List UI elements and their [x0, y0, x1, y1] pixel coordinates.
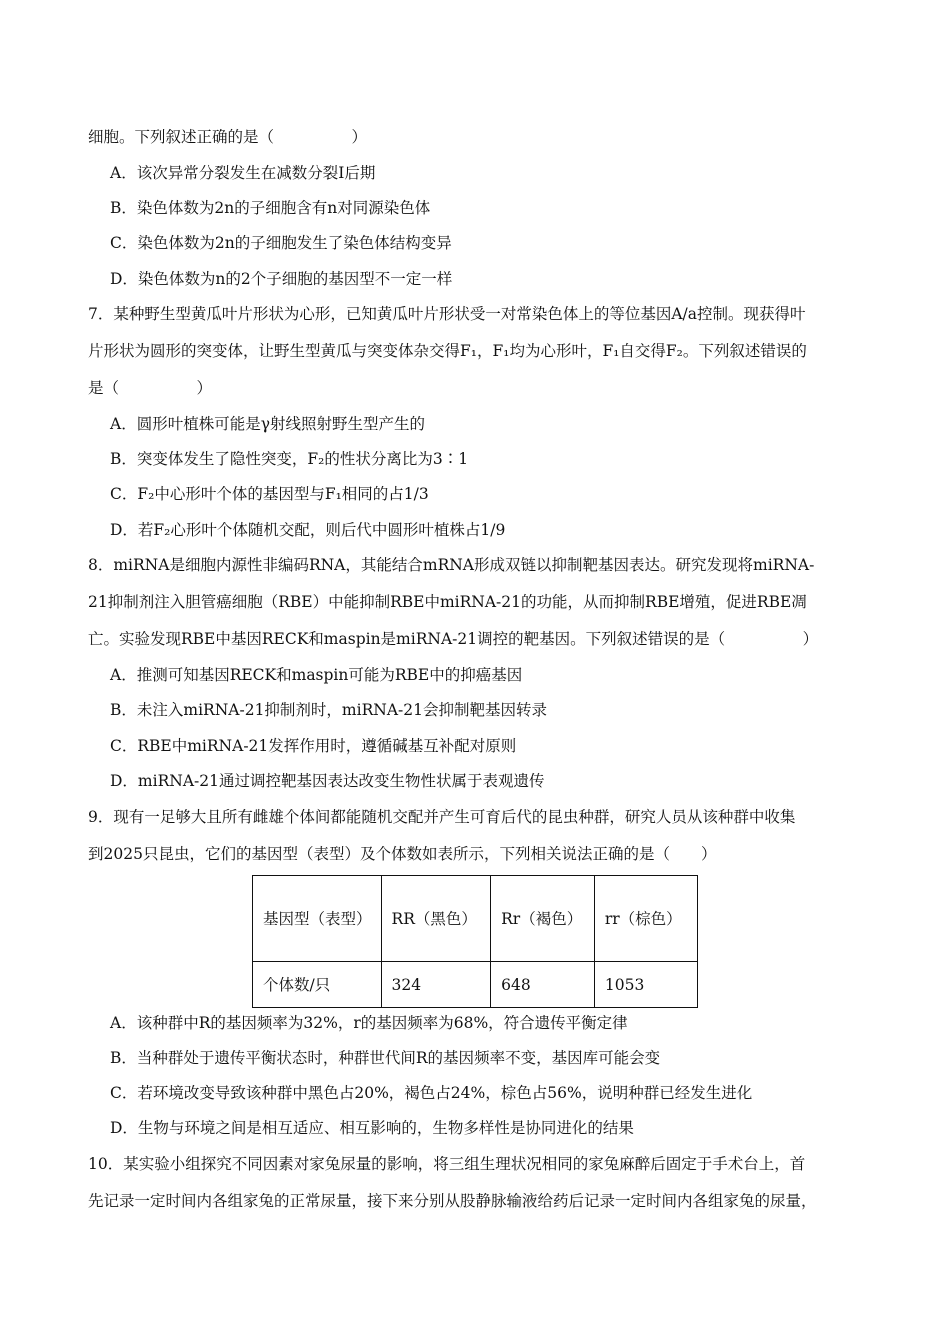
- q9-option-c: C．若环境改变导致该种群中黑色占20%，褐色占24%，棕色占56%，说明种群已经发生进化: [110, 1084, 753, 1102]
- q6-option-a: A．该次异常分裂发生在减数分裂Ⅰ后期: [110, 164, 376, 182]
- q6-stem-tail: 细胞。下列叙述正确的是（ ）: [88, 128, 368, 146]
- table-row: [253, 962, 698, 1008]
- q6-option-d: D．染色体数为n的2个子细胞的基因型不一定一样: [110, 270, 453, 288]
- q8-option-d: D．miRNA-21通过调控靶基因表达改变生物性状属于表观遗传: [110, 772, 545, 790]
- genotype-table: [252, 875, 698, 1008]
- q8-option-a: A．推测可知基因RECK和maspin可能为RBE中的抑癌基因: [110, 666, 523, 684]
- table-cell: 个体数/只: [253, 962, 382, 1008]
- q7-stem-line2: 片形状为圆形的突变体，让野生型黄瓜与突变体杂交得F₁，F₁均为心形叶，F₁自交得F₂。下列叙述错误的: [88, 342, 807, 360]
- q9-option-a: A．该种群中R的基因频率为32%，r的基因频率为68%，符合遗传平衡定律: [110, 1014, 628, 1032]
- q10-stem-line1: 10．某实验小组探究不同因素对家兔尿量的影响，将三组生理状况相同的家兔麻醉后固定于手术台上，首: [88, 1155, 806, 1173]
- q6-option-b: B．染色体数为2n的子细胞含有n对同源染色体: [110, 199, 431, 217]
- table-header-cell: 基因型（表型）: [253, 876, 382, 962]
- q7-option-d: D．若F₂心形叶个体随机交配，则后代中圆形叶植株占1/9: [110, 521, 506, 539]
- q8-stem-line2: 21抑制剂注入胆管癌细胞（RBE）中能抑制RBE中miRNA-21的功能，从而抑制RBE增殖，促进RBE凋: [88, 593, 807, 611]
- q9-option-b: B．当种群处于遗传平衡状态时，种群世代间R的基因频率不变，基因库可能会变: [110, 1049, 661, 1067]
- table-header-cell: rr（棕色）: [594, 876, 697, 962]
- q9-stem-line2: 到2025只昆虫，它们的基因型（表型）及个体数如表所示，下列相关说法正确的是（ ）: [88, 845, 717, 863]
- q9-stem-line1: 9．现有一足够大且所有雌雄个体间都能随机交配并产生可育后代的昆虫种群，研究人员从该种群中收集: [88, 808, 796, 826]
- table-header-row: [253, 876, 698, 962]
- q7-stem-line1: 7．某种野生型黄瓜叶片形状为心形，已知黄瓜叶片形状受一对常染色体上的等位基因A/a控制。现获得叶: [88, 305, 806, 323]
- q7-option-b: B．突变体发生了隐性突变，F₂的性状分离比为3∶1: [110, 450, 469, 468]
- table-cell: 324: [381, 962, 491, 1008]
- q8-option-c: C．RBE中miRNA-21发挥作用时，遵循碱基互补配对原则: [110, 737, 517, 755]
- q7-stem-line3: 是（ ）: [88, 379, 213, 397]
- q8-stem-line1: 8．miRNA是细胞内源性非编码RNA，其能结合mRNA形成双链以抑制靶基因表达。研究发现将miRNA-: [88, 556, 815, 574]
- table-cell: 648: [491, 962, 595, 1008]
- q10-stem-line2: 先记录一定时间内各组家兔的正常尿量，接下来分别从股静脉输液给药后记录一定时间内各组家兔的尿量，: [88, 1192, 817, 1210]
- q7-option-a: A．圆形叶植株可能是γ射线照射野生型产生的: [110, 415, 425, 433]
- q7-option-c: C．F₂中心形叶个体的基因型与F₁相同的占1/3: [110, 485, 429, 503]
- q8-stem-line3: 亡。实验发现RBE中基因RECK和maspin是miRNA-21调控的靶基因。下列叙述错误的是（ ）: [88, 630, 819, 648]
- q6-option-c: C．染色体数为2n的子细胞发生了染色体结构变异: [110, 234, 452, 252]
- table-cell: 1053: [594, 962, 697, 1008]
- q8-option-b: B．未注入miRNA-21抑制剂时，miRNA-21会抑制靶基因转录: [110, 701, 547, 719]
- table-header-cell: RR（黑色）: [381, 876, 491, 962]
- table-header-cell: Rr（褐色）: [491, 876, 595, 962]
- q9-option-d: D．生物与环境之间是相互适应、相互影响的，生物多样性是协同进化的结果: [110, 1119, 634, 1137]
